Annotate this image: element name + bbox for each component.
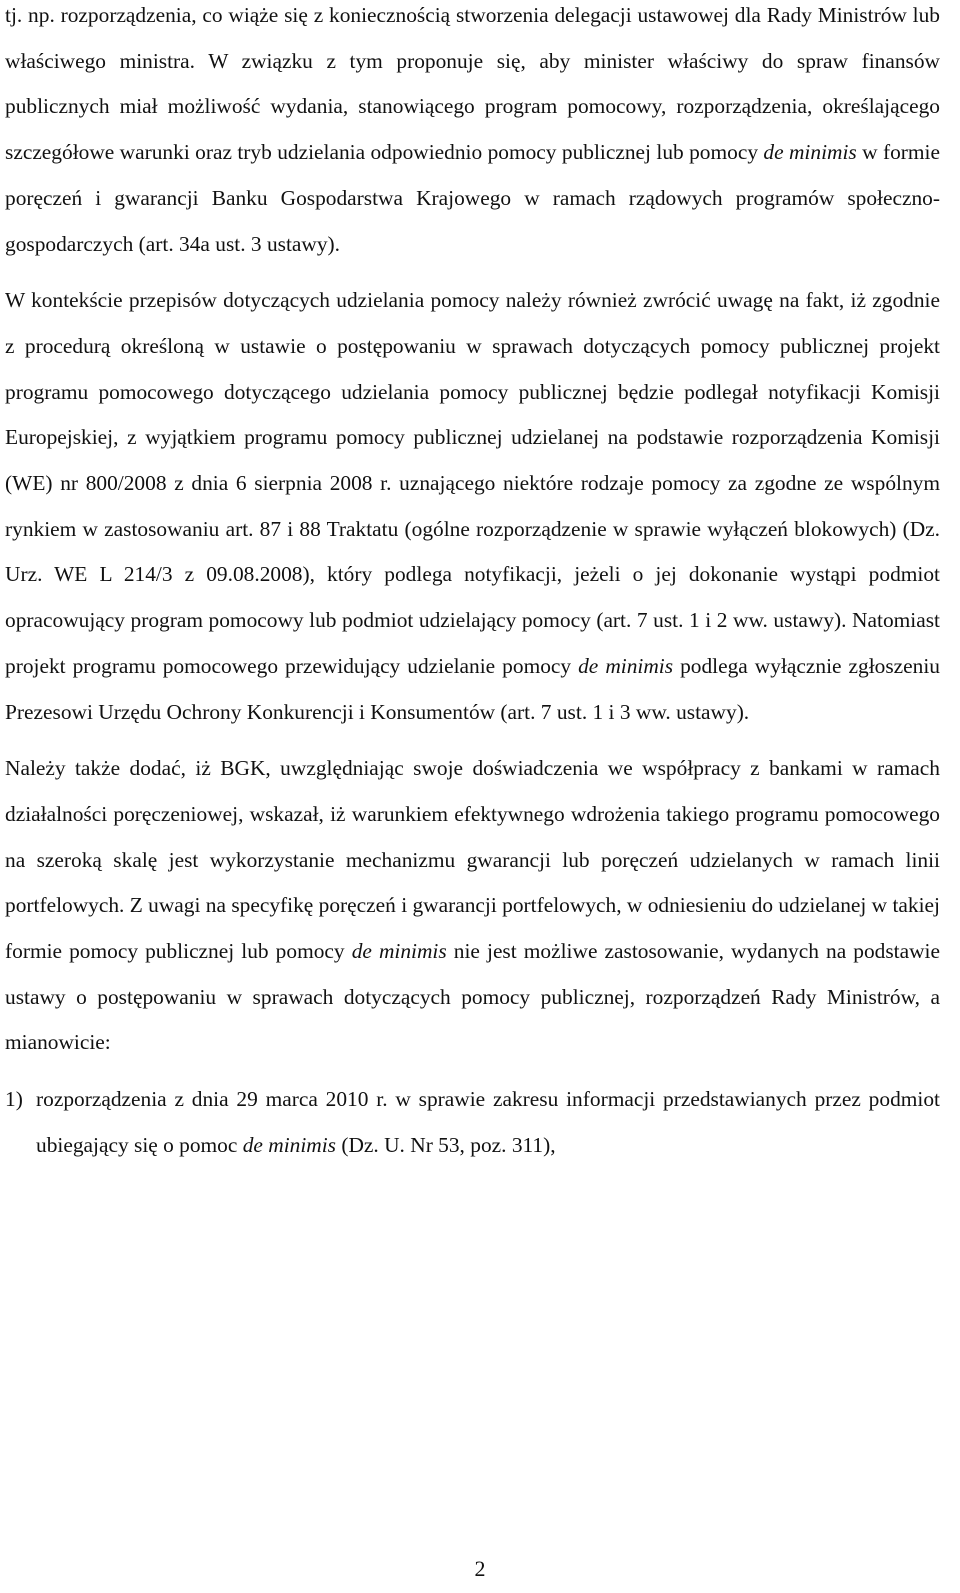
paragraph-text: W kontekście przepisów dotyczących udzielania pomocy należy również zwrócić uwagę na fakt, iż zgodnie z procedurą określoną w ustawie o postępowaniu w sprawach dotyczących pomocy publicznej projekt programu pomocowego dotyczącego udzielania pomocy publicznej będzie podlegał notyfikacji Komisji Europejskiej, z wyjątkiem programu pomocy publicznej udzielanej na podstawie rozporządzenia Komisji (WE) nr 800/2008 z dnia 6 sierpnia 2008 r. uznającego niektóre rodzaje pomocy za zgodne ze wspólnym rynkiem w zastosowaniu art. 87 i 88 Traktatu (ogólne rozporządzenie w sprawie wyłączeń blokowych) (Dz. Urz. WE L 214/3 z 09.08.2008), który podlega notyfikacji, jeżeli o jej dokonanie wystąpi podmiot opracowujący program pomocowy lub podmiot udzielający pomocy (art. 7 ust. 1 i 2 ww. ustawy). Natomiast projekt programu pomocowego przewidujący udzielanie pomocy [5, 288, 940, 678]
paragraph-text: podlega wyłącznie zgłoszeniu Prezesowi Urzędu Ochrony Konkurencji i Konsumentów (art. 7 ust. 1 i 3 ww. ustawy). [5, 653, 940, 724]
paragraph-delegation [5, 0, 940, 267]
de-minimis-term: de minimis [578, 653, 674, 678]
regulation-list-item [5, 1077, 940, 1168]
paragraph-notification [5, 278, 940, 735]
paragraph-bgk [5, 746, 940, 1066]
list-item-text [36, 1077, 940, 1168]
page-number: 2 [474, 1556, 486, 1581]
de-minimis-term: de minimis [242, 1132, 336, 1157]
de-minimis-term: de minimis [763, 140, 857, 165]
paragraph-text: nie jest możliwe zastosowanie, wydanych na podstawie ustawy o postępowaniu w sprawach dotyczących pomocy publicznej, rozporządzeń Rady Ministrów, a mianowicie: [5, 939, 940, 1055]
list-item-segment: rozporządzenia z dnia 29 marca 2010 r. w sprawie zakresu informacji przedstawianych przez podmiot ubiegający się o pomoc [36, 1087, 940, 1157]
list-item-segment: (Dz. U. Nr 53, poz. 311), [336, 1132, 556, 1157]
list-item-number: 1) [5, 1087, 23, 1112]
paragraph-text: tj. np. rozporządzenia, co wiąże się z koniecznością stworzenia delegacji ustawowej dla Rady Ministrów lub właściwego ministra. W związku z tym proponuje się, aby minister właściwy do spraw finansów publicznych miał możliwość wydania, stanowiącego program pomocowy, rozporządzenia, określającego szczegółowe warunki oraz tryb udzielania odpowiednio pomocy publicznej lub pomocy [5, 3, 940, 165]
paragraph-text: Należy także dodać, iż BGK, uwzględniając swoje doświadczenia we współpracy z bankami w ramach działalności poręczeniowej, wskazał, iż warunkiem efektywnego wdrożenia takiego programu pomocowego na szeroką skalę jest wykorzystanie mechanizmu gwarancji lub poręczeń udzielanych w ramach linii portfelowych. Z uwagi na specyfikę poręczeń i gwarancji portfelowych, w odniesieniu do udzielanej w takiej formie pomocy publicznej lub pomocy [5, 756, 940, 964]
de-minimis-term: de minimis [351, 939, 447, 964]
document-body [5, 0, 940, 1169]
paragraph-text: w formie poręczeń i gwarancji Banku Gospodarstwa Krajowego w ramach rządowych programów społeczno-gospodarczych (art. 34a ust. 3 ustawy). [5, 140, 940, 256]
